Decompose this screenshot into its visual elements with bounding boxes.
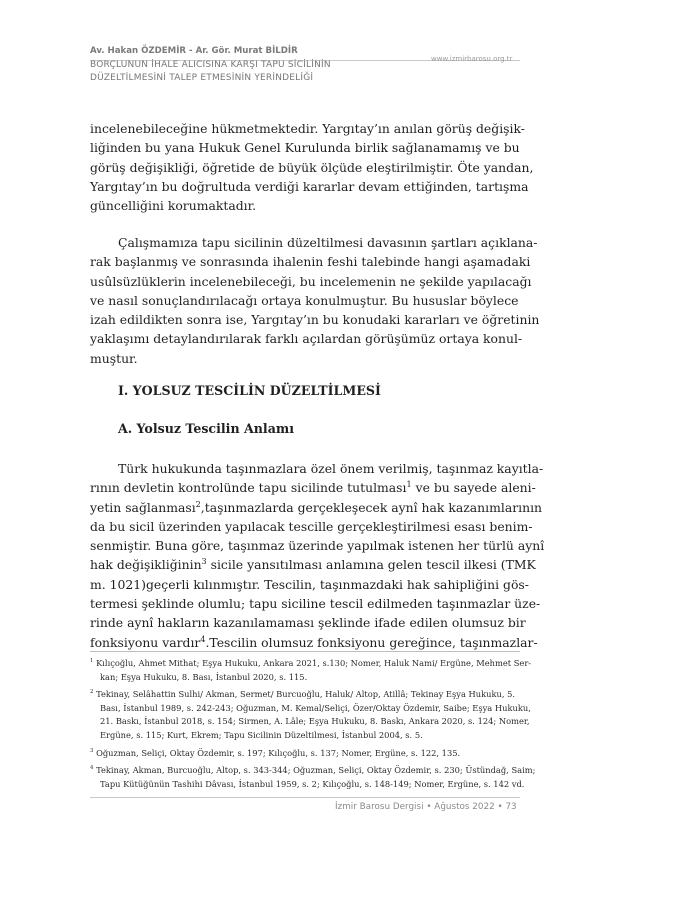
body-paragraph-1	[90, 119, 534, 215]
line-text: ve bu sayede aleni-	[411, 480, 536, 496]
footnote-3	[90, 747, 520, 761]
paragraph-line	[90, 478, 536, 497]
footnote-4	[90, 764, 536, 791]
paragraph-line	[90, 233, 538, 252]
paragraph-line	[90, 613, 526, 632]
line-text: ,taşınmazlarda gerçekleşecek aynî hak kazanımlarının	[200, 499, 543, 515]
footnote-separator	[90, 651, 520, 652]
line-text: termesi şeklinde olumlu; tapu siciline tescil edilmeden taşınmazlar üze-	[90, 596, 541, 612]
line-text: usûlsüzlüklerin incelenebileceği, bu incelemenin ne şekilde yapılacağı	[90, 273, 532, 289]
paragraph-line	[90, 310, 540, 329]
header-title-line-1: BORÇLUNUN İHALE ALICISINA KARŞI TAPU SİCİLİNİN	[90, 60, 331, 70]
subsection-heading: A. Yolsuz Tescilin Anlamı	[118, 421, 294, 436]
line-text: yetin sağlanması	[90, 499, 196, 515]
footnote-number: 1	[90, 658, 94, 665]
line-text: izah edildikten sonra ise, Yargıtay’ın bu konudaki kararları ve öğretinin	[90, 312, 540, 328]
footnote-ref[interactable]: 3	[201, 557, 207, 567]
footnote-number: 2	[90, 689, 94, 696]
line-text: rının devletin kontrolünde tapu sicilinde tutulması	[90, 480, 407, 496]
footnote-text: Kılıçoğlu, Ahmet Mithat; Eşya Hukuku, Ankara 2021, s.130; Nomer, Haluk Nami/ Ergüne, Mehmet Ser-	[96, 658, 532, 668]
paragraph-line	[90, 272, 532, 291]
footnote-number: 3	[90, 747, 94, 754]
paragraph-line	[90, 459, 544, 478]
paragraph-line	[90, 498, 543, 517]
paragraph-line	[90, 196, 520, 215]
header-article-title	[90, 59, 331, 85]
footnote-text: Ergüne, s. 115; Kurt, Ekrem; Tapu Sicilinin Düzeltilmesi, İstanbul 2004, s. 5.	[100, 729, 423, 740]
footnote-ref[interactable]: 2	[195, 499, 201, 509]
paragraph-line	[90, 536, 545, 555]
body-paragraph-2	[90, 233, 540, 368]
paragraph-line	[90, 517, 533, 536]
line-text: ve nasıl sonuçlandırılacağı ortaya konulmuştur. Bu hususlar böylece	[90, 292, 519, 308]
footnote-number: 4	[90, 765, 94, 772]
footnote-text: Tekinay, Akman, Burcuoğlu, Altop, s. 343-344; Oğuzman, Seliçi, Oktay Özdemir, s. 230; Üstündağ, Saim;	[96, 765, 536, 776]
line-text: güncelliğini korumaktadır.	[90, 198, 257, 214]
footnote-text: Tekinay, Selâhattin Sulhi/ Akman, Sermet/ Burcuoğlu, Haluk/ Altop, Atillâ; Tekinay Eşya Hukuku, 5.	[96, 689, 516, 700]
line-text: incelenebileceğine hükmetmektedir. Yargıtay’ın anılan görüş değişik-	[90, 121, 525, 136]
section-heading: I. YOLSUZ TESCİLİN DÜZELTİLMESİ	[118, 383, 381, 398]
line-text: sicile yansıtılması anlamına gelen tescil ilkesi (TMK	[206, 557, 536, 573]
header-website: www.izmirbarosu.org.tr	[431, 55, 513, 63]
line-text: muştur.	[90, 350, 138, 366]
line-text: fonksiyonu vardır	[90, 634, 201, 650]
paragraph-line	[90, 329, 523, 348]
line-text: rinde aynî hakların kazanılamaması şeklinde ifade edilen olumsuz bir	[90, 615, 526, 631]
paragraph-line	[90, 594, 541, 613]
page-footer: İzmir Barosu Dergisi • Ağustos 2022 • 73	[335, 802, 517, 812]
line-text: .Tescilin olumsuz fonksiyonu gereğince, taşınmazlar-	[205, 634, 538, 650]
footnote-text: Bası, İstanbul 1989, s. 242-243; Oğuzman, M. Kemal/Seliçi, Özer/Oktay Özdemir, Saibe; Eşya Hukuku,	[100, 702, 531, 713]
footnote-2	[90, 688, 531, 742]
line-text: liğinden bu yana Hukuk Genel Kurulunda birlik sağlanamamış ve bu	[90, 140, 520, 156]
line-text: da bu sicil üzerinden yapılacak tescille gerçekleştirilmesi esası benim-	[90, 518, 533, 534]
line-text: Yargıtay’ın bu doğrultuda verdiği kararlar devam ettiğinden, tartışma	[90, 178, 529, 194]
footnotes	[90, 657, 536, 795]
header-authors: Av. Hakan ÖZDEMİR - Ar. Gör. Murat BİLDİR	[90, 46, 298, 56]
paragraph-line	[90, 555, 536, 574]
line-text: rak başlanmış ve sonrasında ihalenin feshi talebinde hangi aşamadaki	[90, 254, 531, 270]
line-text: yaklaşımı detaylandırılarak farklı açılardan görüşümüz ortaya konul-	[90, 331, 523, 347]
footnote-ref[interactable]: 4	[200, 634, 206, 644]
paragraph-line	[90, 177, 529, 196]
paragraph-line	[90, 575, 529, 594]
paragraph-line	[90, 158, 534, 177]
footnote-ref[interactable]: 1	[406, 480, 412, 490]
footnote-1	[90, 657, 532, 684]
paragraph-line	[90, 291, 520, 310]
section-paragraph	[90, 459, 545, 652]
paragraph-line	[90, 119, 525, 138]
line-text: Çalışmamıza tapu sicilinin düzeltilmesi davasının şartları açıklana-	[118, 235, 538, 250]
footer-rule	[90, 797, 520, 798]
line-text: hak değişikliğinin	[90, 557, 202, 573]
line-text: görüş değişikliği, öğretide de büyük ölçüde eleştirilmiştir. Öte yandan,	[90, 159, 534, 175]
paragraph-line	[90, 633, 538, 652]
paragraph-line	[90, 138, 520, 157]
line-text: m. 1021)geçerli kılınmıştır. Tescilin, taşınmazdaki hak sahipliğini gös-	[90, 576, 529, 592]
paragraph-line	[90, 349, 520, 368]
header-title-line-2: DÜZELTİLMESİNİ TALEP ETMESİNİN YERİNDELİĞİ	[90, 73, 314, 83]
line-text: senmiştir. Buna göre, taşınmaz üzerinde yapılmak istenen her türlü aynî	[90, 538, 545, 554]
footnote-text: 21. Baskı, İstanbul 2018, s. 154; Sirmen, A. Lâle; Eşya Hukuku, 8. Baskı, Ankara 2020, s. 124; Nomer,	[100, 716, 530, 727]
paragraph-line	[90, 252, 531, 271]
footnote-text: kan; Eşya Hukuku, 8. Bası, İstanbul 2020, s. 115.	[100, 671, 308, 682]
footnote-text: Tapu Kütüğünün Tashihi Dâvası, İstanbul 1959, s. 2; Kılıçoğlu, s. 148-149; Nomer, Ergüne, s. 142 vd.	[100, 778, 525, 789]
line-text: Türk hukukunda taşınmazlara özel önem verilmiş, taşınmaz kayıtla-	[118, 461, 544, 476]
footnote-text: Oğuzman, Seliçi, Oktay Özdemir, s. 197; Kılıçoğlu, s. 137; Nomer, Ergüne, s. 122, 135.	[96, 747, 461, 758]
